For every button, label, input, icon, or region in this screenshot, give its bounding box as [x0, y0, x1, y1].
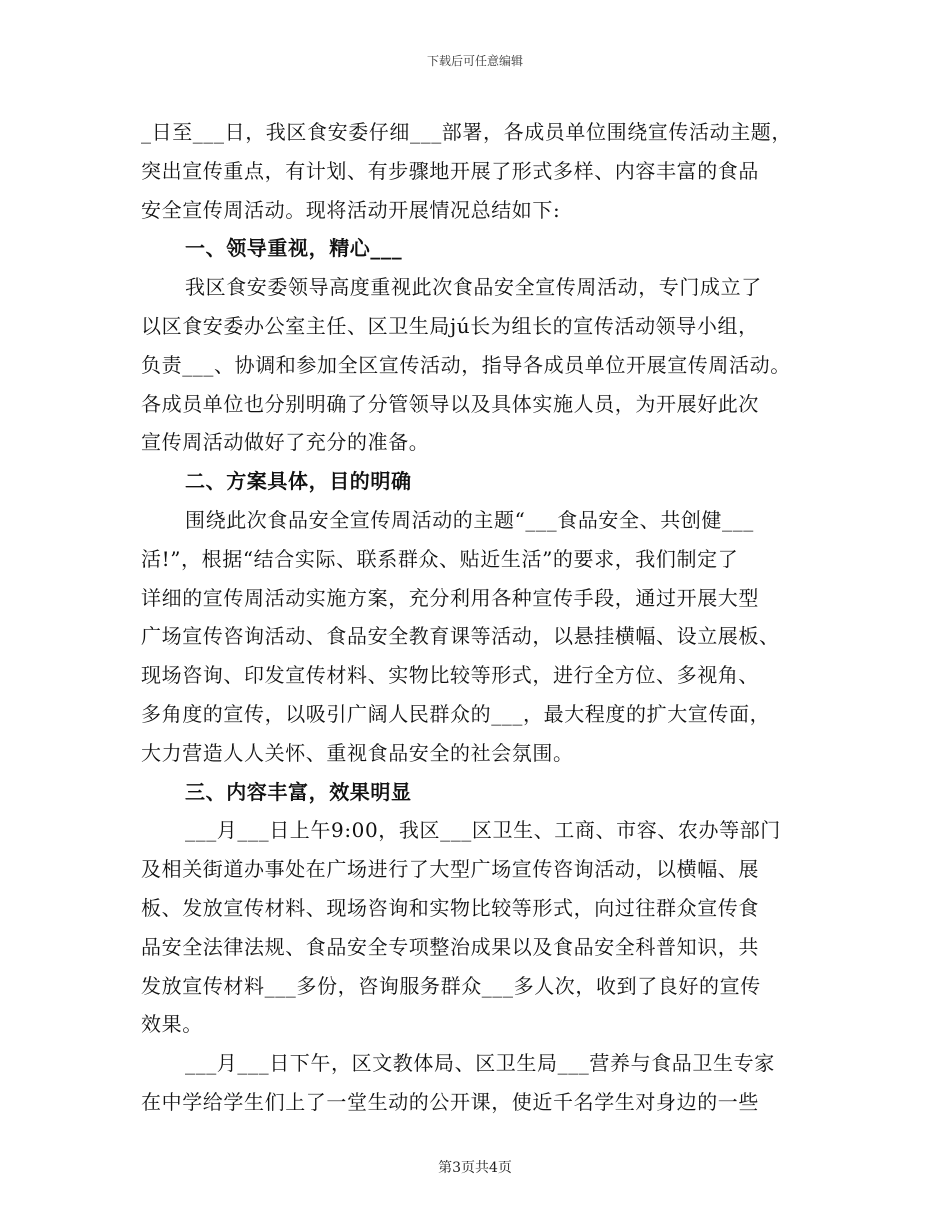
text-line: _日至___日，我区食安委仔细___部署，各成员单位围绕宣传活动主题，	[141, 120, 792, 144]
text-line: 我区食安委领导高度重视此次食品安全宣传周活动，专门成立了	[185, 275, 762, 300]
page-number: 第3页共4页	[438, 1160, 512, 1176]
text-line: 及相关街道办事处在广场进行了大型广场宣传咨询活动，以横幅、展	[141, 857, 759, 882]
page-header: 下载后可任意编辑	[426, 54, 523, 68]
text-line: 负责___、协调和参加全区宣传活动，指导各成员单位开展宣传周活动。	[141, 352, 791, 377]
text-line: 大力营造人人关怀、重视食品安全的社会氛围。	[141, 740, 574, 765]
text-line: 各成员单位也分别明确了分管领导以及具体实施人员，为开展好此次	[141, 391, 759, 416]
text-line: 品安全法律法规、食品安全专项整治成果以及食品安全科普知识，共	[141, 934, 759, 959]
section-heading: 二、方案具体，目的明确	[185, 469, 412, 494]
text-line: 以区食安委办公室主任、区卫生局jú长为组长的宣传活动领导小组，	[141, 313, 759, 338]
text-line: 宣传周活动做好了充分的准备。	[141, 430, 430, 455]
text-line: 多角度的宣传，以吸引广阔人民群众的___，最大程度的扩大宣传面，	[141, 701, 771, 726]
text-line: 在中学给学生们上了一堂生动的公开课，使近千名学生对身边的一些	[141, 1089, 759, 1114]
text-line: 围绕此次食品安全宣传周活动的主题“___食品安全、共创健___	[185, 507, 754, 532]
section-heading: 三、内容丰富，效果明显	[185, 779, 412, 804]
text-line: 活!”，根据“结合实际、联系群众、贴近生活”的要求，我们制定了	[141, 546, 739, 571]
text-line: 广场宣传咨询活动、食品安全教育课等活动，以悬挂横幅、设立展板、	[141, 624, 780, 649]
text-line: 效果。	[141, 1012, 203, 1037]
text-line: 板、发放宣传材料、现场咨询和实物比较等形式，向过往群众宣传食	[141, 895, 759, 920]
text-line: ___月___日上午9:00，我区___区卫生、工商、市容、农办等部门	[185, 818, 781, 843]
text-line: 发放宣传材料___多份，咨询服务群众___多人次，收到了良好的宣传	[141, 973, 761, 998]
text-line: ___月___日下午，区文教体局、区卫生局___营养与食品卫生专家	[185, 1051, 775, 1076]
document-body	[141, 113, 821, 1122]
text-line: 现场咨询、印发宣传材料、实物比较等形式，进行全方位、多视角、	[141, 663, 759, 688]
text-line: 安全宣传周活动。现将活动开展情况总结如下:	[141, 197, 561, 222]
text-line: 突出宣传重点，有计划、有步骤地开展了形式多样、内容丰富的食品	[141, 158, 759, 183]
text-line: 详细的宣传周活动实施方案，充分利用各种宣传手段，通过开展大型	[141, 585, 759, 610]
section-heading: 一、领导重视，精心___	[185, 236, 403, 261]
